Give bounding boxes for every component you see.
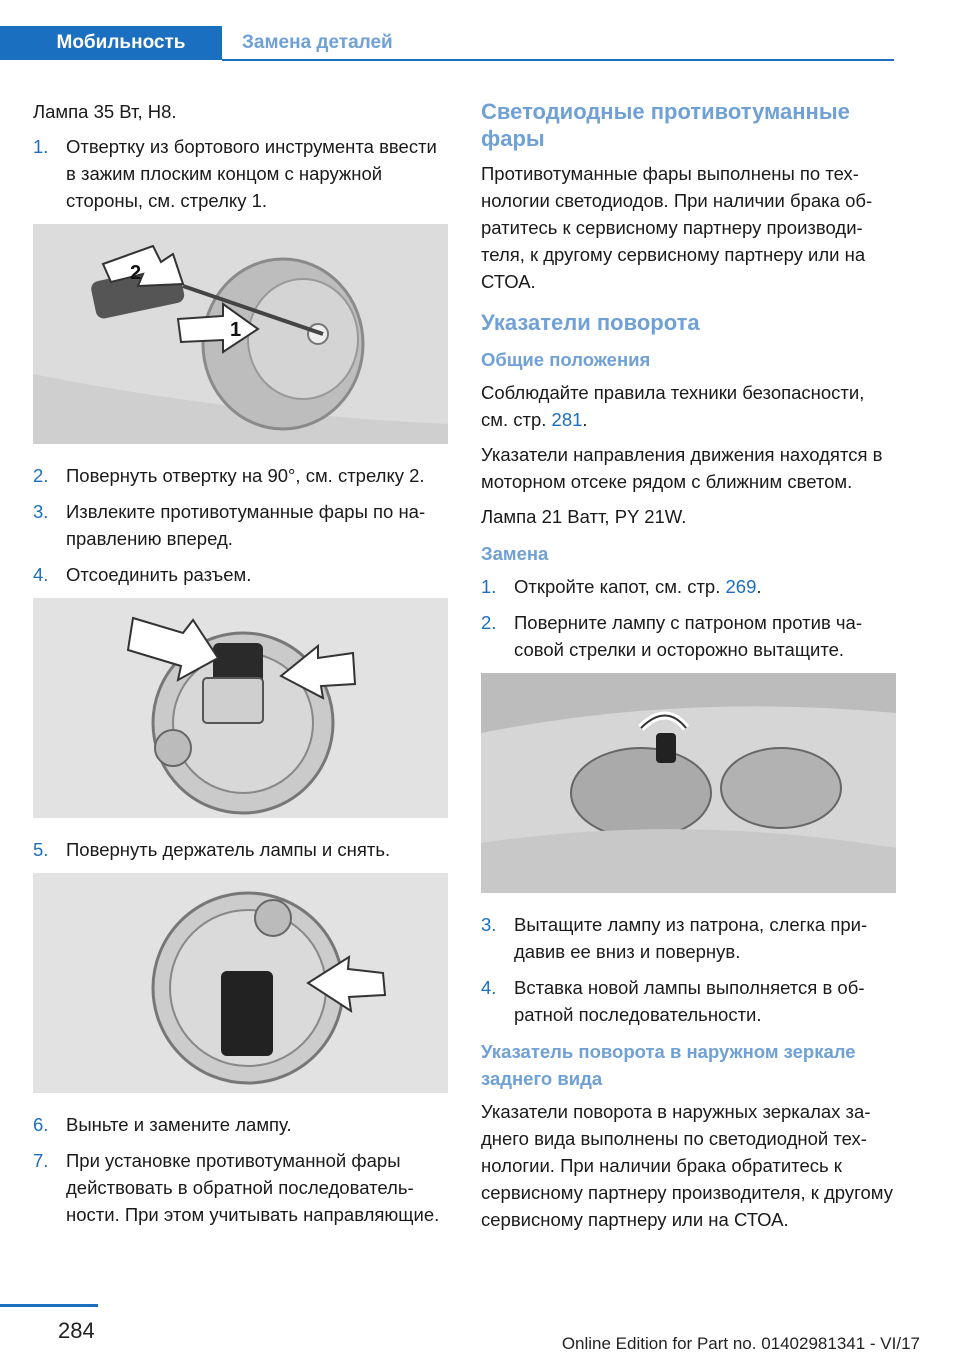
- figure-engine-bay: [481, 673, 896, 893]
- paragraph-led: Противотуманные фары выполнены по технологии светодиодов. При наличии брака обратитесь к сервисному партнеру производителя, к другому сервисному партнеру или на СТОА.: [481, 163, 873, 292]
- step-number: 1.: [481, 576, 497, 597]
- header-tabs: [0, 26, 894, 60]
- page-number: 284: [58, 1318, 95, 1343]
- tab-parts-replacement[interactable]: Замена деталей: [242, 32, 393, 53]
- steps-list-r3: [481, 911, 896, 1028]
- step-text: Повернуть отвертку на 90°, см. стрелку 2.: [66, 465, 425, 486]
- step-number: 7.: [33, 1150, 49, 1171]
- step-text: Вытащите лампу из патрона, слегка придавив ее вниз и повернув.: [514, 914, 868, 962]
- step-text: Выньте и замените лампу.: [66, 1114, 292, 1135]
- heading-led-fog-lights: Светодиодные противотуманные фары: [481, 99, 850, 151]
- list-item: [33, 498, 448, 552]
- heading-mirror-turn-signal: Указатель поворота в наружном зеркале заднего вида: [481, 1041, 856, 1089]
- arrow-label-1: 1: [230, 319, 242, 341]
- heading-general: Общие положения: [481, 349, 651, 370]
- figure-screwdriver: [33, 224, 448, 444]
- figure-connector: [33, 598, 448, 818]
- list-item: [33, 1111, 448, 1138]
- list-item: [33, 561, 448, 588]
- intro-text: Лампа 35 Вт, H8.: [33, 101, 177, 122]
- list-item: [481, 609, 896, 663]
- steps-list-d: [33, 1111, 448, 1228]
- paragraph-location: Указатели направления движения находятся в моторном отсеке рядом с ближним светом.: [481, 444, 883, 492]
- step-text: Поверните лампу с патроном против часовой стрелки и осторожно вытащите.: [514, 612, 863, 660]
- list-item: [33, 836, 448, 863]
- step-number: 1.: [33, 136, 49, 157]
- page-link-281[interactable]: 281: [551, 409, 583, 430]
- safety-text: Соблюдайте правила техники безопасности, см. стр.: [481, 382, 865, 430]
- steps-list-r1: [481, 573, 896, 663]
- tab-underline: [222, 59, 894, 61]
- step-number: 5.: [33, 839, 49, 860]
- list-item: [33, 133, 448, 214]
- paragraph-mirror: Указатели поворота в наружных зеркалах заднего вида выполнены по светодиодной технологии. При наличии брака обратитесь к сервисному партнеру производителя, к другому сервисному партнеру или на СТОА.: [481, 1101, 893, 1230]
- list-item: [33, 462, 448, 489]
- list-item: [33, 1147, 448, 1228]
- paragraph-lamp-spec: Лампа 21 Ватт, PY 21W.: [481, 506, 687, 527]
- steps-list-a: [33, 133, 448, 214]
- step-text: Откройте капот, см. стр.: [514, 576, 726, 597]
- step-text: Отсоединить разъем.: [66, 564, 252, 585]
- paragraph-safety: [481, 379, 896, 433]
- steps-list-c: [33, 836, 448, 863]
- steps-list-b: [33, 462, 448, 588]
- step-text: Извлеките противотуманные фары по направлению вперед.: [66, 501, 426, 549]
- heading-turn-signals: Указатели поворота: [481, 310, 700, 335]
- step-number: 4.: [481, 977, 497, 998]
- safety-text-end: .: [582, 409, 588, 430]
- left-column: [33, 98, 448, 1237]
- tab-mobility[interactable]: Мобильность: [0, 26, 222, 60]
- step-text: Вставка новой лампы выполняется в обратной последовательности.: [514, 977, 865, 1025]
- heading-replacement: Замена: [481, 543, 549, 564]
- page-link-269[interactable]: 269: [725, 576, 757, 597]
- list-item: [481, 911, 896, 965]
- step-number: 3.: [33, 501, 49, 522]
- step-number: 2.: [481, 612, 497, 633]
- list-item: [481, 573, 896, 600]
- step-text-end: .: [756, 576, 762, 597]
- list-item: [481, 974, 896, 1028]
- step-text: Отвертку из бортового инструмента ввести в зажим плоским концом с наружной стороны, см. стрелку 1.: [66, 136, 437, 211]
- edition-text: Online Edition for Part no. 01402981341 - VI/17: [561, 1334, 920, 1353]
- step-text: При установке противотуманной фары действовать в обратной последовательности. При этом учитывать направляющие.: [66, 1150, 440, 1225]
- step-number: 6.: [33, 1114, 49, 1135]
- arrow-label-2: 2: [130, 262, 142, 284]
- figure-lamp-holder: [33, 873, 448, 1093]
- footer-accent-line: [0, 1304, 98, 1307]
- step-number: 3.: [481, 914, 497, 935]
- right-column: [481, 98, 896, 1241]
- step-text: Повернуть держатель лампы и снять.: [66, 839, 391, 860]
- step-number: 4.: [33, 564, 49, 585]
- step-number: 2.: [33, 465, 49, 486]
